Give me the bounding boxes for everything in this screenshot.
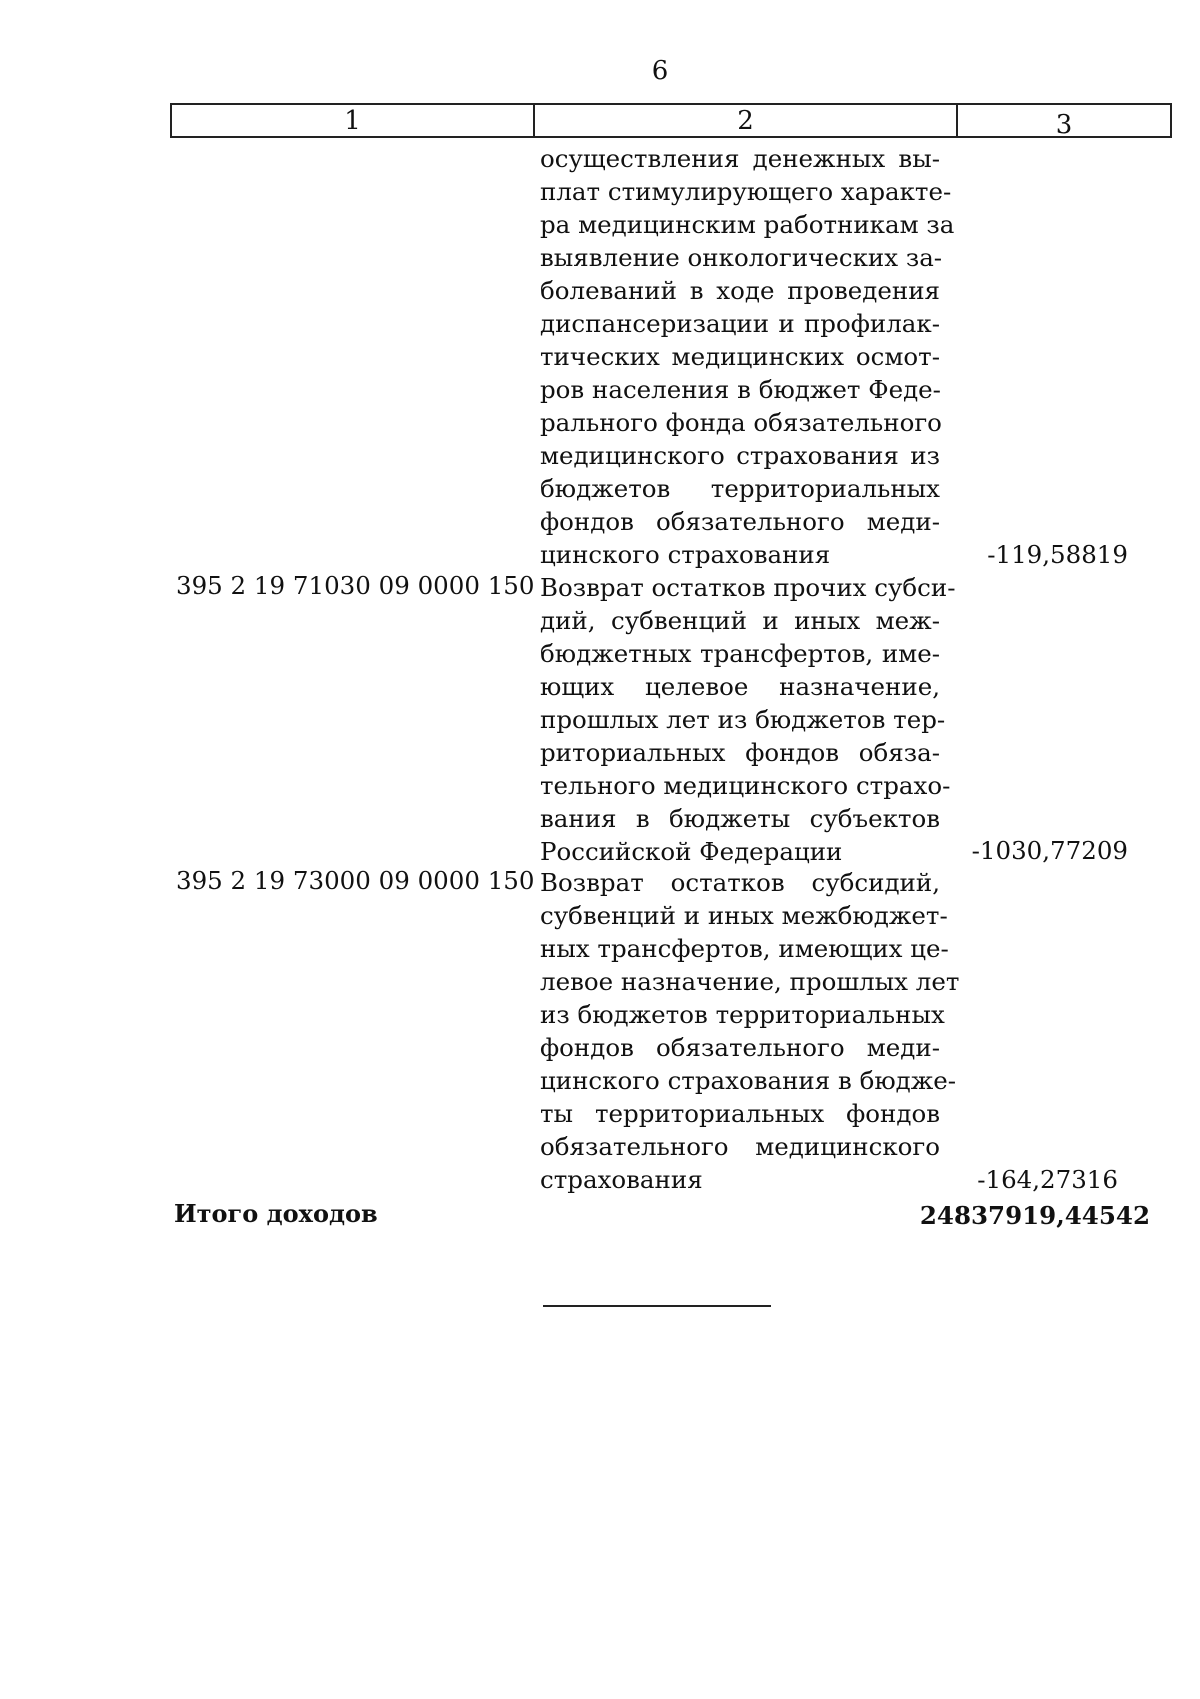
text-line: Возврат остатков субсидий,	[540, 868, 940, 897]
text-line: выявление онкологических за-	[540, 243, 943, 272]
text-line: тических медицинских осмот-	[540, 342, 940, 371]
text-line: тельного медицинского страхо-	[540, 771, 951, 800]
row-description	[540, 571, 956, 868]
closing-divider	[543, 1305, 771, 1307]
text-line: осуществления денежных вы-	[540, 144, 940, 173]
page-number: 6	[651, 56, 669, 86]
text-line: ющих целевое назначение,	[540, 672, 940, 701]
text-line: ты территориальных фондов	[540, 1099, 940, 1128]
header-col-2: 2	[535, 105, 958, 136]
text-line: риториальных фондов обяза-	[540, 738, 940, 767]
text-line: вания в бюджеты субъектов	[540, 804, 940, 833]
text-line: медицинского страхования из	[540, 441, 940, 470]
text-line: прошлых лет из бюджетов тер-	[540, 705, 946, 734]
text-line: дий, субвенций и иных меж-	[540, 606, 940, 635]
total-value: 24837919,44542	[919, 1201, 1150, 1230]
text-line: ров населения в бюджет Феде-	[540, 375, 941, 404]
header-col-1: 1	[172, 105, 535, 136]
text-line: цинского страхования в бюдже-	[540, 1066, 957, 1095]
table-header	[170, 103, 1172, 138]
text-line: диспансеризации и профилак-	[540, 309, 940, 338]
text-line: фондов обязательного меди-	[540, 1033, 940, 1062]
header-col-3: 3	[1055, 110, 1073, 140]
text-line: плат стимулирующего характе-	[540, 177, 952, 206]
row-code: 395 2 19 73000 09 0000 150	[176, 866, 535, 895]
text-line: Российской Федерации	[540, 837, 843, 866]
text-line: Возврат остатков прочих субси-	[540, 573, 956, 602]
row-amount: -1030,77209	[971, 836, 1128, 865]
total-label: Итого доходов	[174, 1199, 378, 1228]
text-line: субвенций и иных межбюджет-	[540, 901, 948, 930]
continuation-description	[540, 142, 955, 571]
text-line: из бюджетов территориальных	[540, 1000, 945, 1029]
text-line: болеваний в ходе проведения	[540, 276, 940, 305]
text-line: страхования	[540, 1165, 703, 1194]
text-line: обязательного медицинского	[540, 1132, 940, 1161]
text-line: бюджетных трансфертов, име-	[540, 639, 940, 668]
text-line: рального фонда обязательного	[540, 408, 942, 437]
text-line: ных трансфертов, имеющих це-	[540, 934, 949, 963]
text-line: цинского страхования	[540, 540, 831, 569]
text-line: ра медицинским работникам за	[540, 210, 955, 239]
text-line: левое назначение, прошлых лет	[540, 967, 960, 996]
text-line: фондов обязательного меди-	[540, 507, 940, 536]
row-amount: -119,58819	[987, 540, 1128, 569]
row-amount: -164,27316	[977, 1165, 1118, 1194]
row-code: 395 2 19 71030 09 0000 150	[176, 571, 535, 600]
text-line: бюджетов территориальных	[540, 474, 940, 503]
row-description	[540, 866, 960, 1196]
